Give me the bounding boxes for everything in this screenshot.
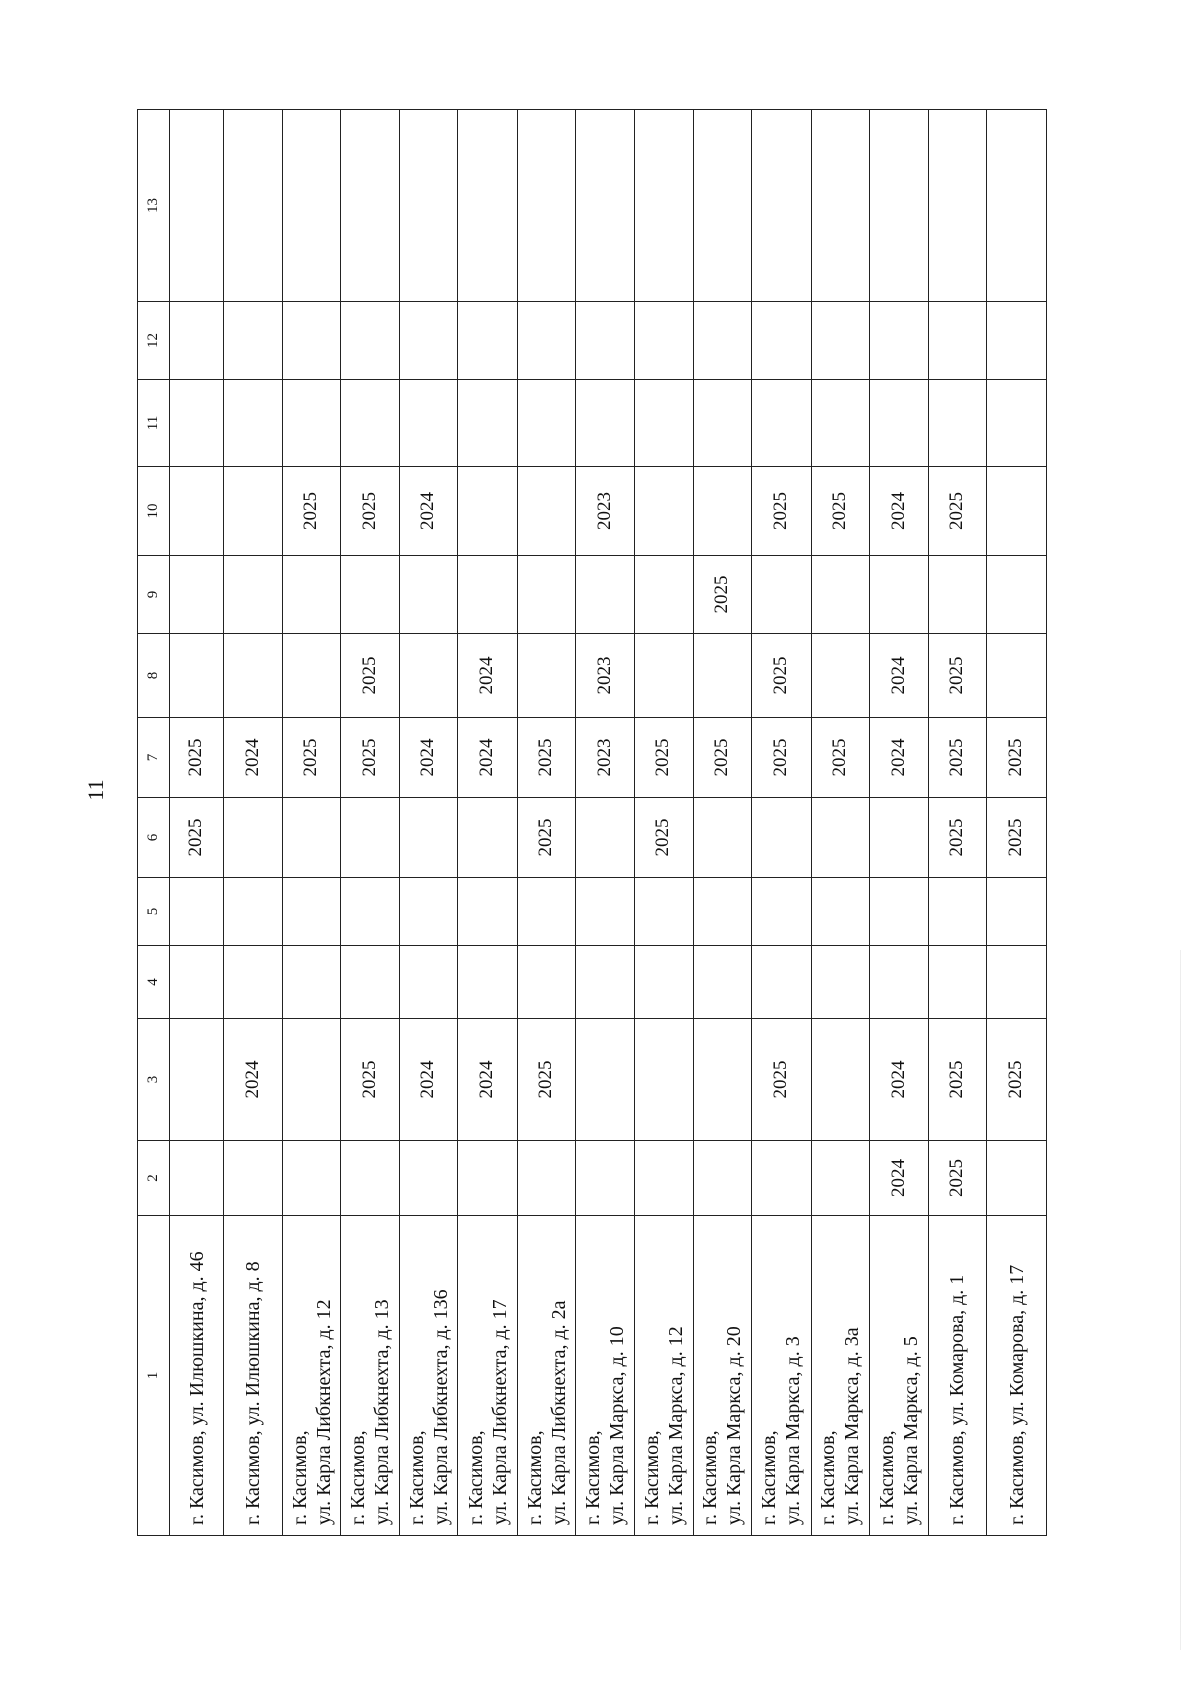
address-cell	[634, 1216, 693, 1536]
year-cell	[224, 467, 283, 556]
year-cell: 2024	[870, 1019, 929, 1141]
year-cell: 2025	[634, 718, 693, 798]
year-cell	[752, 1141, 812, 1216]
year-cell	[517, 878, 576, 946]
year-cell	[517, 110, 576, 302]
year-cell	[870, 946, 929, 1019]
year-cell	[870, 798, 929, 878]
year-cell	[928, 110, 987, 302]
year-cell	[634, 467, 693, 556]
year-cell	[870, 556, 929, 634]
address-line: г. Касимов,	[523, 1430, 546, 1525]
year-cell	[693, 380, 752, 467]
year-cell	[282, 380, 341, 467]
year-cell: 2025	[928, 798, 987, 878]
year-cell: 2025	[752, 467, 812, 556]
year-cell	[282, 302, 341, 380]
year-cell: 2025	[634, 798, 693, 878]
year-cell	[576, 1019, 635, 1141]
year-cell	[282, 878, 341, 946]
year-cell: 2024	[870, 718, 929, 798]
year-cell: 2024	[399, 718, 458, 798]
address-line: г. Касимов, ул. Комарова, д. 1	[946, 1274, 969, 1525]
year-cell: 2025	[341, 1019, 400, 1141]
address-line: г. Касимов,	[582, 1430, 605, 1525]
year-cell	[987, 467, 1047, 556]
year-cell	[752, 798, 812, 878]
year-cell: 2025	[752, 1019, 812, 1141]
year-cell: 2024	[224, 1019, 283, 1141]
year-cell	[169, 946, 223, 1019]
year-cell	[458, 302, 518, 380]
address-cell	[811, 1216, 870, 1536]
year-cell	[399, 946, 458, 1019]
year-cell	[576, 380, 635, 467]
year-cell	[224, 1141, 283, 1216]
year-cell	[870, 878, 929, 946]
year-cell: 2025	[928, 467, 987, 556]
year-cell: 2025	[987, 1019, 1047, 1141]
year-cell: 2025	[517, 798, 576, 878]
year-cell	[870, 110, 929, 302]
year-cell	[634, 634, 693, 718]
column-number: 8	[138, 634, 170, 718]
year-cell: 2025	[928, 634, 987, 718]
address-line: г. Касимов,	[875, 1430, 898, 1525]
year-cell	[693, 878, 752, 946]
address-cell	[341, 1216, 400, 1536]
year-cell	[870, 302, 929, 380]
address-line: г. Касимов,	[288, 1430, 311, 1525]
table-row	[634, 110, 693, 1536]
address-line: г. Касимов,	[758, 1430, 781, 1525]
address-line: ул. Карла Маркса, д. 10	[606, 1326, 629, 1525]
address-line: ул. Карла Либкнехта, д. 17	[488, 1299, 511, 1525]
address-line: г. Касимов,	[405, 1430, 428, 1525]
year-cell	[224, 380, 283, 467]
address-line: ул. Карла Маркса, д. 20	[723, 1326, 746, 1525]
year-cell	[458, 556, 518, 634]
year-cell	[987, 946, 1047, 1019]
year-cell	[693, 634, 752, 718]
year-cell	[169, 467, 223, 556]
year-cell: 2023	[576, 634, 635, 718]
year-cell	[169, 634, 223, 718]
year-cell: 2024	[458, 634, 518, 718]
year-cell	[693, 798, 752, 878]
year-cell	[811, 380, 870, 467]
address-cell	[399, 1216, 458, 1536]
year-cell	[282, 110, 341, 302]
year-cell: 2025	[517, 718, 576, 798]
year-cell	[987, 302, 1047, 380]
year-cell	[517, 302, 576, 380]
year-cell	[928, 946, 987, 1019]
year-cell	[169, 878, 223, 946]
year-cell	[576, 946, 635, 1019]
year-cell: 2025	[928, 718, 987, 798]
address-line: ул. Карла Либкнехта, д. 2а	[547, 1300, 570, 1525]
year-cell	[458, 1141, 518, 1216]
address-line: г. Касимов,	[817, 1430, 840, 1525]
year-cell	[634, 878, 693, 946]
table-row	[224, 110, 283, 1536]
year-cell	[693, 110, 752, 302]
year-cell: 2025	[987, 718, 1047, 798]
year-cell: 2023	[576, 467, 635, 556]
year-cell	[458, 467, 518, 556]
year-cell	[224, 798, 283, 878]
year-cell	[282, 634, 341, 718]
year-cell	[399, 556, 458, 634]
year-cell	[458, 946, 518, 1019]
column-number-row	[138, 110, 170, 1536]
year-cell	[987, 1141, 1047, 1216]
year-cell: 2024	[458, 718, 518, 798]
table-row	[169, 110, 223, 1536]
address-cell	[169, 1216, 223, 1536]
year-cell	[811, 1019, 870, 1141]
year-cell	[693, 946, 752, 1019]
column-number: 5	[138, 878, 170, 946]
page-number: 11	[83, 779, 108, 801]
year-cell	[517, 556, 576, 634]
year-cell: 2025	[282, 467, 341, 556]
year-cell	[458, 380, 518, 467]
year-cell	[693, 467, 752, 556]
year-cell	[576, 556, 635, 634]
year-cell	[282, 1019, 341, 1141]
table-row	[693, 110, 752, 1536]
year-cell	[634, 1141, 693, 1216]
year-cell	[169, 380, 223, 467]
year-cell	[224, 878, 283, 946]
year-cell	[517, 634, 576, 718]
table-row	[282, 110, 341, 1536]
year-cell	[811, 946, 870, 1019]
year-cell: 2025	[169, 718, 223, 798]
table-row	[399, 110, 458, 1536]
housing-schedule-table	[137, 109, 1047, 1536]
year-cell	[576, 110, 635, 302]
year-cell	[752, 878, 812, 946]
year-cell	[399, 110, 458, 302]
year-cell	[987, 110, 1047, 302]
year-cell	[169, 556, 223, 634]
year-cell: 2024	[224, 718, 283, 798]
year-cell	[634, 110, 693, 302]
year-cell	[224, 556, 283, 634]
year-cell	[517, 467, 576, 556]
year-cell	[458, 878, 518, 946]
year-cell	[169, 1019, 223, 1141]
year-cell	[282, 946, 341, 1019]
year-cell	[224, 946, 283, 1019]
address-line: ул. Карла Маркса, д. 12	[664, 1326, 687, 1525]
year-cell	[811, 878, 870, 946]
year-cell	[517, 946, 576, 1019]
table-row	[576, 110, 635, 1536]
address-cell	[752, 1216, 812, 1536]
address-cell	[224, 1216, 283, 1536]
year-cell	[752, 556, 812, 634]
year-cell	[341, 556, 400, 634]
year-cell	[399, 878, 458, 946]
address-cell	[458, 1216, 518, 1536]
year-cell	[870, 380, 929, 467]
address-line: ул. Карла Либкнехта, д. 13	[371, 1299, 394, 1525]
year-cell	[341, 302, 400, 380]
year-cell	[576, 878, 635, 946]
year-cell	[399, 302, 458, 380]
year-cell	[399, 634, 458, 718]
year-cell	[341, 946, 400, 1019]
table-row	[811, 110, 870, 1536]
table-row	[987, 110, 1047, 1536]
column-number: 9	[138, 556, 170, 634]
column-number: 1	[138, 1216, 170, 1536]
year-cell	[634, 946, 693, 1019]
year-cell: 2025	[928, 1141, 987, 1216]
year-cell	[693, 302, 752, 380]
address-cell	[282, 1216, 341, 1536]
year-cell: 2025	[169, 798, 223, 878]
year-cell	[341, 1141, 400, 1216]
year-cell	[634, 1019, 693, 1141]
address-cell	[693, 1216, 752, 1536]
year-cell	[169, 302, 223, 380]
year-cell: 2025	[693, 718, 752, 798]
table-row	[458, 110, 518, 1536]
year-cell	[811, 302, 870, 380]
column-number: 4	[138, 946, 170, 1019]
column-number: 13	[138, 110, 170, 302]
year-cell	[341, 110, 400, 302]
table-row	[928, 110, 987, 1536]
address-cell	[928, 1216, 987, 1536]
year-cell	[693, 1141, 752, 1216]
year-cell: 2025	[811, 718, 870, 798]
column-number: 6	[138, 798, 170, 878]
year-cell	[811, 110, 870, 302]
year-cell	[341, 380, 400, 467]
year-cell	[811, 798, 870, 878]
year-cell: 2025	[693, 556, 752, 634]
address-cell	[987, 1216, 1047, 1536]
table-row	[517, 110, 576, 1536]
year-cell	[634, 556, 693, 634]
address-line: г. Касимов,	[347, 1430, 370, 1525]
year-cell: 2025	[752, 634, 812, 718]
year-cell	[517, 1141, 576, 1216]
year-cell	[634, 302, 693, 380]
year-cell	[399, 380, 458, 467]
address-line: ул. Карла Маркса, д. 5	[899, 1336, 922, 1525]
column-number: 3	[138, 1019, 170, 1141]
column-number: 10	[138, 467, 170, 556]
year-cell: 2025	[517, 1019, 576, 1141]
column-number: 2	[138, 1141, 170, 1216]
year-cell: 2024	[399, 467, 458, 556]
address-cell	[517, 1216, 576, 1536]
address-line: ул. Карла Либкнехта, д. 136	[429, 1289, 452, 1525]
year-cell	[458, 110, 518, 302]
year-cell	[987, 878, 1047, 946]
address-line: г. Касимов,	[464, 1430, 487, 1525]
table-row	[752, 110, 812, 1536]
year-cell: 2024	[870, 634, 929, 718]
year-cell: 2024	[870, 467, 929, 556]
year-cell	[169, 110, 223, 302]
year-cell	[282, 1141, 341, 1216]
year-cell	[811, 556, 870, 634]
year-cell: 2023	[576, 718, 635, 798]
year-cell	[752, 302, 812, 380]
year-cell	[517, 380, 576, 467]
year-cell: 2024	[870, 1141, 929, 1216]
table-row	[341, 110, 400, 1536]
address-line: г. Касимов, ул. Комарова, д. 17	[1005, 1264, 1028, 1525]
rotated-table-container	[137, 110, 1047, 1536]
year-cell	[576, 1141, 635, 1216]
table-row	[870, 110, 929, 1536]
year-cell	[458, 798, 518, 878]
year-cell	[341, 798, 400, 878]
address-line: г. Касимов,	[640, 1430, 663, 1525]
address-line: ул. Карла Маркса, д. 3	[782, 1336, 805, 1525]
column-number: 11	[138, 380, 170, 467]
year-cell	[987, 556, 1047, 634]
year-cell	[399, 798, 458, 878]
address-line: ул. Карла Либкнехта, д. 12	[312, 1299, 335, 1525]
year-cell	[282, 798, 341, 878]
year-cell	[399, 1141, 458, 1216]
year-cell	[224, 302, 283, 380]
address-line: ул. Карла Маркса, д. 3а	[841, 1327, 864, 1525]
year-cell	[752, 946, 812, 1019]
year-cell	[634, 380, 693, 467]
year-cell: 2025	[341, 718, 400, 798]
year-cell	[282, 556, 341, 634]
year-cell: 2025	[752, 718, 812, 798]
year-cell: 2025	[341, 467, 400, 556]
address-line: г. Касимов, ул. Илюшкина, д. 8	[241, 1261, 264, 1525]
scan-edge-artifact	[1180, 950, 1181, 1650]
year-cell: 2025	[928, 1019, 987, 1141]
column-number: 12	[138, 302, 170, 380]
year-cell	[752, 110, 812, 302]
year-cell	[224, 110, 283, 302]
year-cell	[987, 634, 1047, 718]
address-line: г. Касимов,	[699, 1430, 722, 1525]
year-cell: 2025	[282, 718, 341, 798]
year-cell	[224, 634, 283, 718]
year-cell	[928, 302, 987, 380]
address-cell	[576, 1216, 635, 1536]
year-cell	[341, 878, 400, 946]
address-line: г. Касимов, ул. Илюшкина, д. 46	[185, 1251, 208, 1525]
address-cell	[870, 1216, 929, 1536]
year-cell: 2025	[987, 798, 1047, 878]
year-cell	[811, 634, 870, 718]
year-cell	[169, 1141, 223, 1216]
year-cell	[752, 380, 812, 467]
year-cell	[576, 798, 635, 878]
year-cell	[928, 556, 987, 634]
year-cell: 2024	[399, 1019, 458, 1141]
year-cell: 2025	[341, 634, 400, 718]
year-cell	[987, 380, 1047, 467]
year-cell	[811, 1141, 870, 1216]
year-cell	[928, 878, 987, 946]
year-cell: 2024	[458, 1019, 518, 1141]
year-cell	[576, 302, 635, 380]
year-cell: 2025	[811, 467, 870, 556]
column-number: 7	[138, 718, 170, 798]
year-cell	[928, 380, 987, 467]
year-cell	[693, 1019, 752, 1141]
